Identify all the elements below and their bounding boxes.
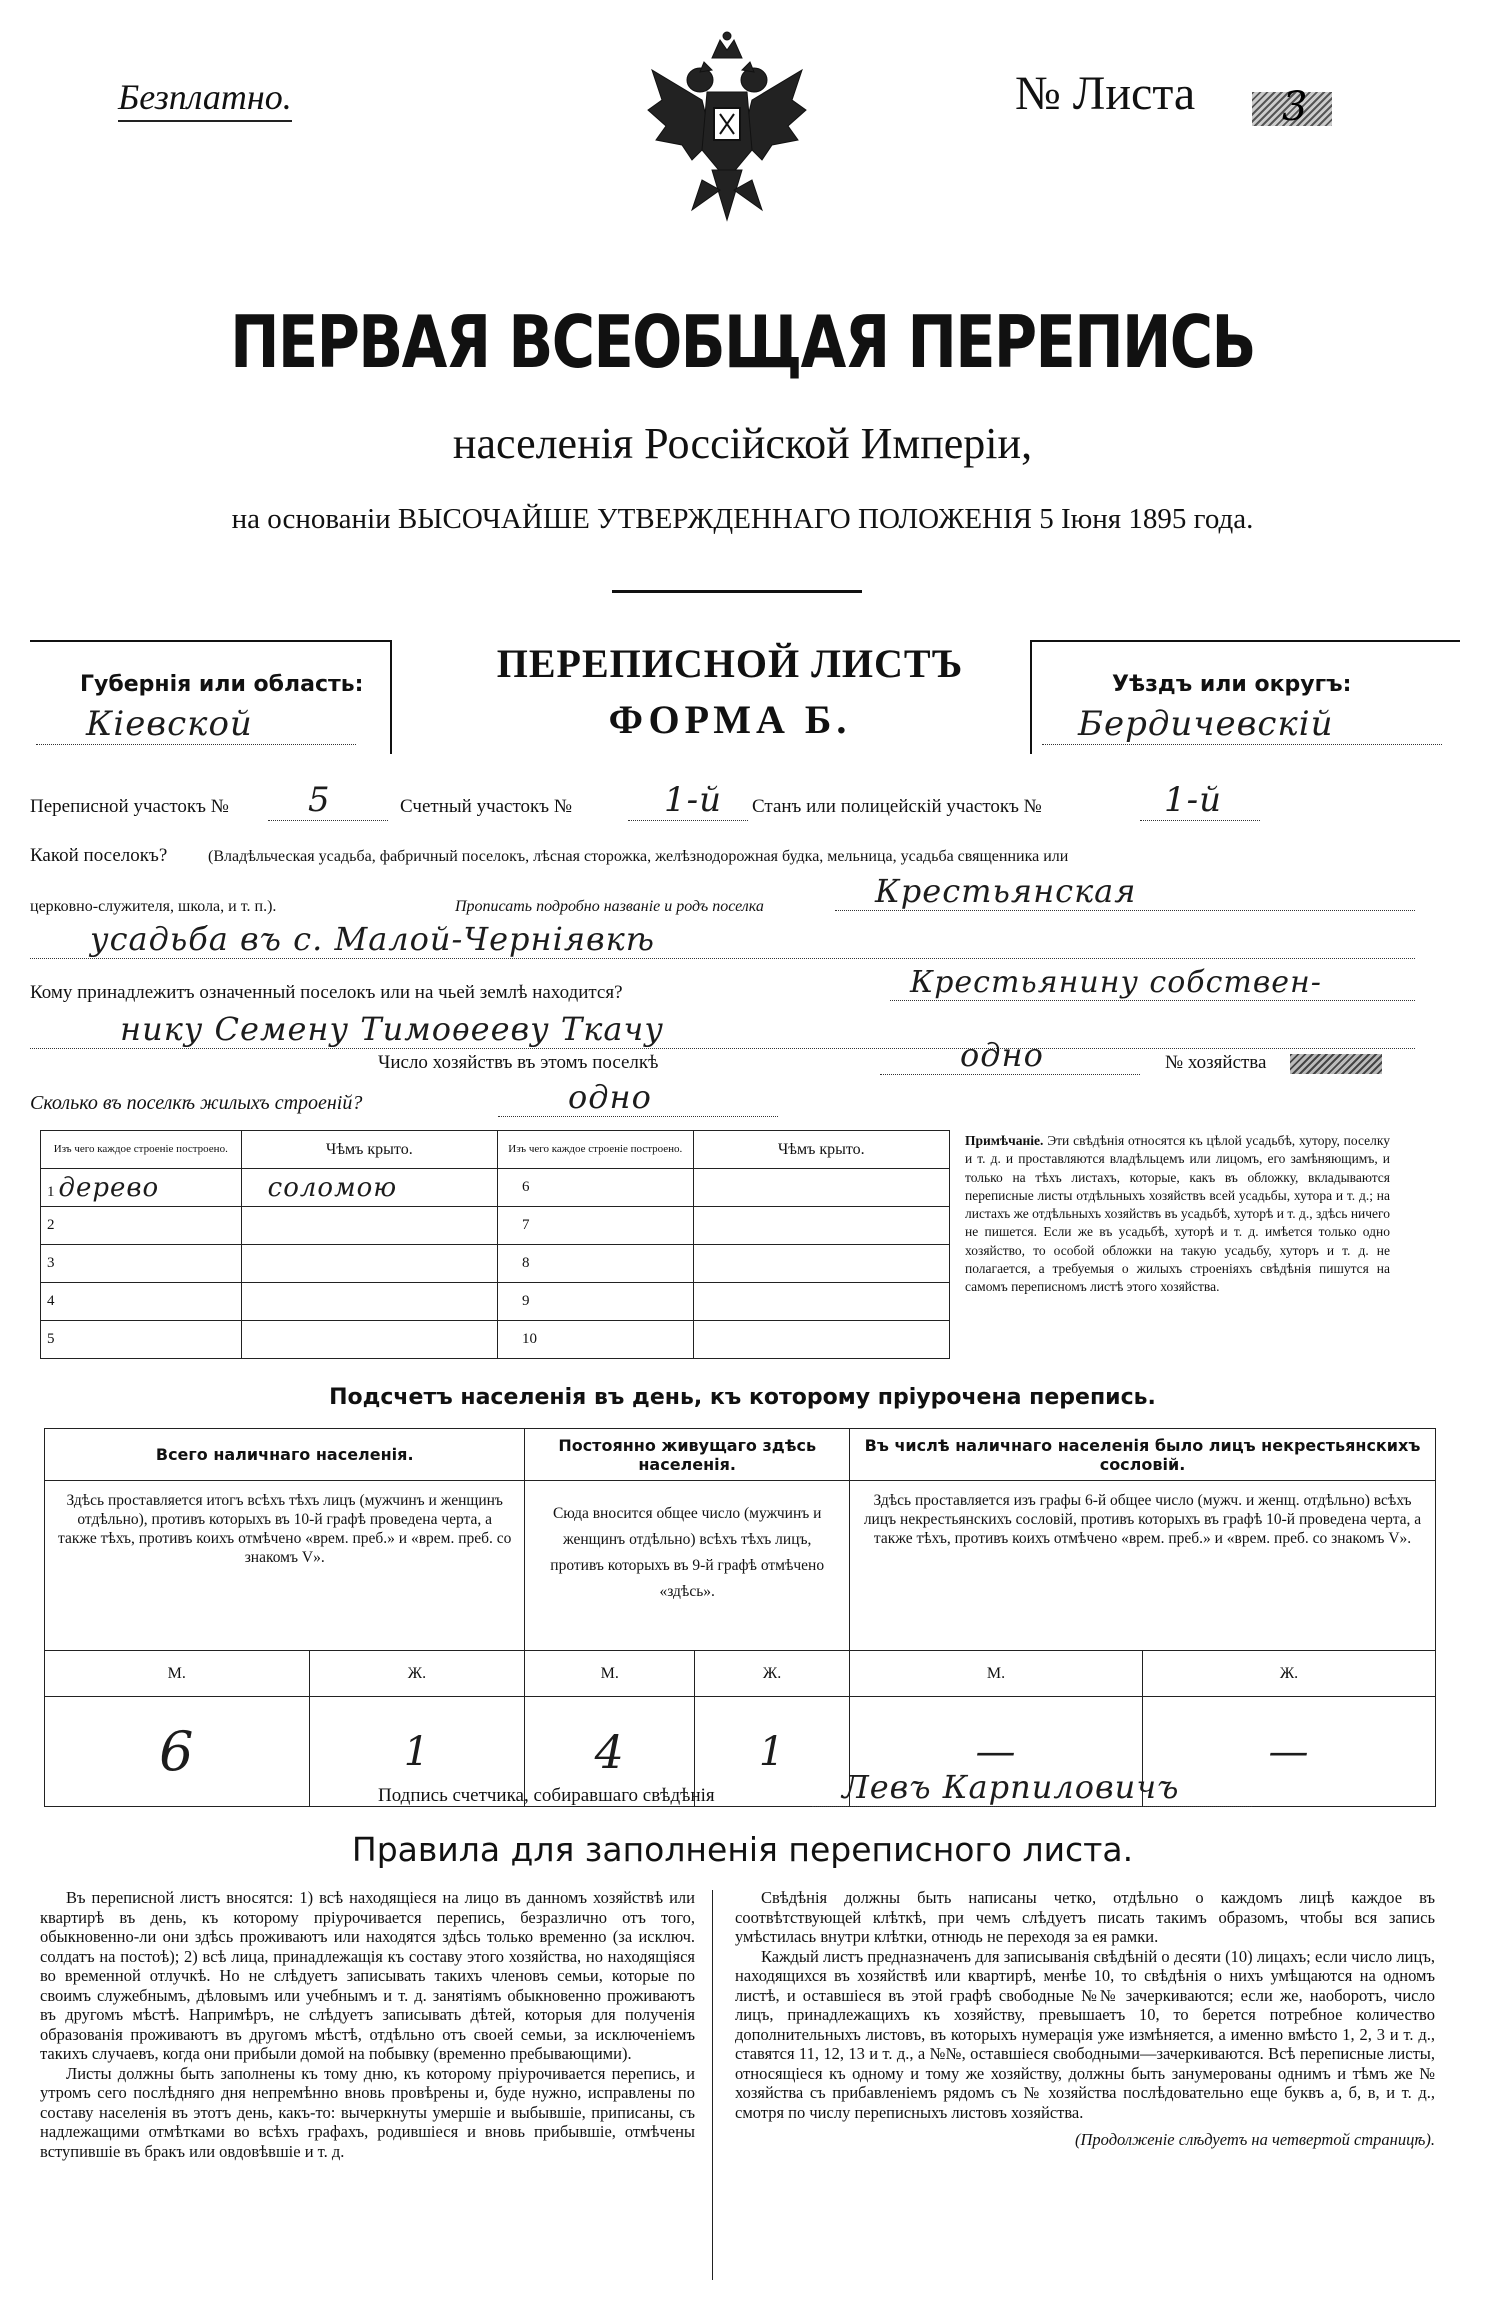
count-district-label: Счетный участокъ №	[400, 796, 572, 817]
households-label: Число хозяйствъ въ этомъ поселкѣ	[378, 1052, 659, 1073]
table-row: 1 дерево соломою 6	[41, 1169, 950, 1207]
census-district-label: Переписной участокъ №	[30, 796, 229, 817]
permanent-male-value: 4	[525, 1697, 695, 1807]
col3-title: Въ числѣ наличнаго населенія было лицъ некрестьянскихъ сословій.	[850, 1429, 1436, 1481]
subtitle: населенія Россійской Имперіи,	[452, 419, 1033, 468]
settlement-label: Какой поселокъ?	[30, 845, 168, 866]
sheet-number-label: № Листа	[1015, 67, 1196, 120]
col1-description: Здѣсь проставляется итогъ всѣхъ тѣхъ лицъ (мужчинъ и женщинъ отдѣльно), противъ которыхъ въ 10-й графѣ проведена черта, а также тѣхъ, противъ коихъ отмѣчено «врем. преб.» и «врем. преб. со знакомъ V».	[45, 1481, 525, 1651]
roof-material-1: соломою	[267, 1172, 398, 1203]
dwellings-value: одно	[498, 1078, 778, 1117]
province-label: Губернія или область:	[80, 672, 364, 697]
continued-note: (Продолженіе слѣдуетъ на четвертой страницѣ).	[1075, 2130, 1435, 2149]
rules-left-column	[40, 1888, 695, 2161]
title-divider	[612, 590, 862, 593]
f-header-2: Ж.	[695, 1651, 850, 1697]
table-row: 4 9	[41, 1283, 950, 1321]
col2-title: Постоянно живущаго здѣсь населенія.	[525, 1429, 850, 1481]
settlement-hint-2: церковно-служителя, школа, и т. п.).	[30, 898, 277, 915]
rules-right-paragraph-1: Свѣдѣнія должны быть написаны четко, отдѣльно о каждомъ лицѣ каждое въ соотвѣтствующей клѣткѣ, при чемъ слѣдуетъ писать такимъ образомъ, чтобы вся запись умѣстилась внутри клѣтки, отнюдь не переходя за ея рамки.	[735, 1888, 1435, 1946]
note-lead: Примѣчаніе.	[965, 1133, 1044, 1148]
province-box	[30, 640, 392, 754]
column-divider	[712, 1890, 713, 2280]
settlement-value-1: Крестьянская	[835, 872, 1415, 911]
f-header-3: Ж.	[1142, 1651, 1435, 1697]
household-number-label: № хозяйства	[1165, 1052, 1267, 1073]
note-block	[965, 1132, 1390, 1297]
district-box	[1030, 640, 1460, 754]
nonpeasant-male-value: —	[850, 1697, 1143, 1807]
f-header-1: Ж.	[309, 1651, 525, 1697]
form-title: ПЕРЕПИСНОЙ ЛИСТЪ	[496, 641, 964, 686]
col2-description: Сюда вносится общее число (мужчинъ и женщинъ отдѣльно) всѣхъ тѣхъ лицъ, противъ которыхъ въ 9-й графѣ отмѣчено «здѣсь».	[525, 1481, 850, 1651]
rules-right-column	[735, 1888, 1435, 2150]
total-male-value: 6	[45, 1697, 310, 1807]
col-built-header-left: Изъ чего каждое строеніе построено.	[41, 1131, 242, 1169]
col-built-header-right: Изъ чего каждое строеніе построено.	[498, 1131, 694, 1169]
nonpeasant-female-value: —	[1142, 1697, 1435, 1807]
building-cell-1: 1 дерево	[41, 1169, 242, 1207]
building-material-1: дерево	[58, 1172, 160, 1203]
count-district-value: 1-й	[628, 780, 748, 821]
col-roof-header-right: Чѣмъ крыто.	[693, 1131, 949, 1169]
form-type: ФОРМА Б.	[608, 697, 852, 742]
double-headed-eagle-emblem	[642, 30, 812, 230]
permanent-female-value: 1	[695, 1697, 850, 1807]
settlement-value-2: усадьба въ с. Малой-Черніявкѣ	[30, 920, 1415, 959]
form-header-box	[30, 640, 1458, 752]
households-value: одно	[880, 1036, 1140, 1075]
col3-description: Здѣсь проставляется изъ графы 6-й общее число (мужч. и женщ. отдѣльно) всѣхъ лицъ некрестьянскихъ сословій, противъ которыхъ въ графѣ 10-й проведена черта, а также тѣхъ, противъ коихъ отмѣчено «врем. преб.» и «врем. преб. со знакомъ V».	[850, 1481, 1436, 1651]
rules-heading: Правила для заполненія переписного листа.	[351, 1830, 1134, 1869]
rules-left-paragraph-2: Листы должны быть заполнены къ тому дню, къ которому пріурочивается перепись, и утромъ сего послѣдняго дня непремѣнно вновь провѣрены и, буде нужно, исправлены по составу населенія въ этотъ день, какъ-то: вычеркнуты умершіе и выбывшіе, приписаны, съ надлежащими отмѣтками во всѣхъ графахъ, родившіеся и вновь прибывшіе, отмѣчены вступившіе въ бракъ или овдовѣвшіе и т. д.	[40, 2063, 695, 2161]
signature-label: Подпись счетчика, собиравшаго свѣдѣнія	[378, 1785, 715, 1806]
basis-line: на основаніи ВЫСОЧАЙШЕ УТВЕРЖДЕННАГО ПОЛОЖЕНІЯ 5 Іюня 1895 года.	[231, 503, 1254, 535]
owner-value-1: Крестьянину собствен-	[890, 965, 1415, 1001]
dwellings-label: Сколько въ поселкѣ жилыхъ строеній?	[30, 1092, 363, 1114]
settlement-hint-3: Прописать подробно названіе и родъ поселка	[455, 898, 764, 915]
sheet-number-box	[1252, 84, 1332, 130]
sheet-number-value: 3	[1282, 84, 1309, 130]
population-heading: Подсчетъ населенія въ день, къ которому пріурочена перепись.	[329, 1385, 1156, 1410]
rules-right-paragraph-2: Каждый листъ предназначенъ для записыванія свѣдѣній о десяти (10) лицахъ; если число лицъ, находящихся въ хозяйствѣ или квартирѣ, менѣе 10, то свѣдѣнія о нихъ умѣщаются на одномъ листѣ, и оставшіеся въ этой графѣ свободные №№ зачеркиваются; если же, наоборотъ, число лицъ, принадлежащихъ къ хозяйству, превышаетъ 10, то берется потребное количество дополнительныхъ листовъ, въ которыхъ нумерація уже измѣняется, а именно вмѣсто 1, 2, 3 и т. д., ставятся 11, 12, 13 и т. д., а №№, оставшіеся свободными—зачеркиваются. Всѣ переписные листы, относящіеся къ одному и тому же хозяйству, должны быть занумерованы однимъ и тѣмъ же № хозяйства съ прибавленіемъ рядомъ съ № хозяйства послѣдовательно еще буквъ а, б, в, и т. д., смотря по числу переписныхъ листовъ хозяйства.	[735, 1946, 1435, 2122]
total-female-value: 1	[309, 1697, 525, 1807]
table-row: 3 8	[41, 1245, 950, 1283]
province-value: Кіевской	[36, 704, 356, 745]
owner-value-2: нику Семену Тимоѳееву Ткачу	[30, 1010, 1415, 1049]
population-table	[44, 1428, 1436, 1807]
rules-left-paragraph-1: Въ переписной листъ вносятся: 1) всѣ находящіеся на лицо въ данномъ хозяйствѣ или квартирѣ въ день, къ которому пріурочивается перепись, безразлично отъ того, обыкновенно-ли они здѣсь проживаютъ или находятся здѣсь только временно (за исключ. солдатъ на постоѣ); 2) всѣ лица, принадлежащія къ составу этого хозяйства, но находящіяся во временной отлучкѣ. Но не слѣдуетъ записывать такихъ членовъ семьи, которые по своимъ служебнымъ, дѣловымъ или учебнымъ и т. д. занятіямъ обыкновенно проживаютъ въ другомъ мѣстѣ. Напримѣръ, не слѣдуетъ записывать дѣтей, которыя для полученія образованія проживаютъ въ другомъ мѣстѣ, отдѣльно отъ своей семьи, за исключеніемъ такихъ случаевъ, когда они прибыли домой на побывку (временно пребывающими).	[40, 1888, 695, 2063]
census-district-value: 5	[268, 780, 388, 821]
owner-label: Кому принадлежитъ означенный поселокъ или на чьей землѣ находится?	[30, 982, 623, 1003]
m-header-3: М.	[850, 1651, 1143, 1697]
col1-title: Всего наличнаго населенія.	[45, 1429, 525, 1481]
district-value: Бердичевскій	[1042, 704, 1442, 745]
settlement-hint-1: (Владѣльческая усадьба, фабричный поселокъ, лѣсная сторожка, желѣзнодорожная будка, мельница, усадьба священника или	[208, 848, 1069, 865]
free-label: Безплатно.	[118, 76, 292, 122]
stan-label: Станъ или полицейскій участокъ №	[752, 796, 1042, 817]
table-row: 5 10	[41, 1321, 950, 1359]
buildings-table	[40, 1130, 950, 1359]
roof-cell-1	[241, 1169, 497, 1207]
stan-value: 1-й	[1140, 780, 1260, 821]
household-number-box	[1290, 1054, 1382, 1074]
m-header-1: М.	[45, 1651, 310, 1697]
table-row: 2 7	[41, 1207, 950, 1245]
m-header-2: М.	[525, 1651, 695, 1697]
main-title: ПЕРВАЯ ВСЕОБЩАЯ ПЕРЕПИСЬ	[230, 300, 1255, 384]
col-roof-header-left: Чѣмъ крыто.	[241, 1131, 497, 1169]
district-label: Уѣздъ или округъ:	[1112, 672, 1352, 697]
signature-value: Левъ Карпиловичъ	[812, 1768, 1252, 1807]
note-text: Эти свѣдѣнія относятся къ цѣлой усадьбѣ, хутору, поселку и т. д. и проставляются владѣльцемъ или лицомъ, его замѣняющимъ, и только на тѣхъ листахъ, которые, какъ въ обложку, вкладываются переписные листы отдѣльныхъ хозяйствъ всей усадьбы, хутора и т. д.; на листахъ же отдѣльныхъ хозяйствъ въ усадьбѣ, хуторѣ и т. д., здѣсь ничего не пишется. Если же въ усадьбѣ, хуторѣ и т. д. имѣется только одно хозяйство, то особой обложки на такую усадьбу, хуторъ и т. д. не полагается, а требуемыя о жилыхъ строеніяхъ свѣдѣнія пишутся на самомъ переписномъ листѣ этого хозяйства.	[965, 1133, 1390, 1295]
